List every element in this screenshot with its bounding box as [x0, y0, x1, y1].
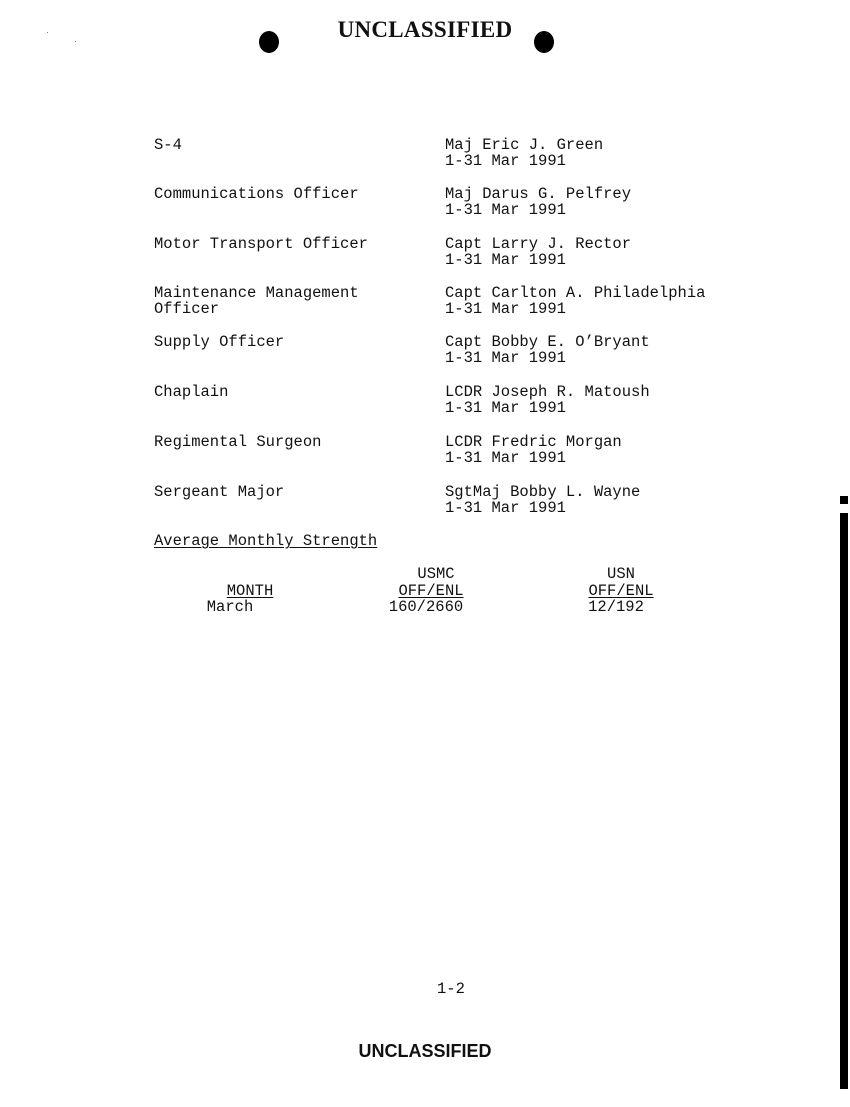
scan-edge-bar	[840, 513, 848, 1089]
scan-speck	[75, 41, 76, 42]
usmc-subheader: OFF/ENL	[398, 582, 464, 600]
classification-dot-right-icon	[534, 31, 554, 53]
position-title: Regimental Surgeon	[154, 433, 322, 451]
officer-name: Capt Carlton A. Philadelphia	[445, 284, 706, 302]
service-dates: 1-31 Mar 1991	[445, 300, 566, 318]
footer-classification: UNCLASSIFIED	[358, 1041, 492, 1061]
usmc-column-header: USMC	[417, 565, 455, 583]
service-dates: 1-31 Mar 1991	[445, 152, 566, 170]
officer-name: Capt Bobby E. O’Bryant	[445, 333, 650, 351]
officer-name: Maj Darus G. Pelfrey	[445, 185, 632, 203]
strength-heading: Average Monthly Strength	[154, 532, 378, 550]
usn-subheader: OFF/ENL	[588, 582, 654, 600]
officer-name: Capt Larry J. Rector	[445, 235, 632, 253]
header-classification-text: UNCLASSIFIED	[337, 17, 513, 42]
scan-edge-mark	[840, 496, 848, 504]
service-dates: 1-31 Mar 1991	[445, 349, 566, 367]
service-dates: 1-31 Mar 1991	[445, 399, 566, 417]
position-title-line2: Officer	[154, 300, 220, 318]
month-cell: March	[206, 598, 254, 616]
page-number: 1-2	[437, 980, 465, 998]
position-title: Motor Transport Officer	[154, 235, 368, 253]
service-dates: 1-31 Mar 1991	[445, 499, 566, 517]
service-dates: 1-31 Mar 1991	[445, 251, 566, 269]
officer-name: LCDR Fredric Morgan	[445, 433, 622, 451]
usn-cell: 12/192	[588, 598, 644, 616]
position-title: S-4	[154, 136, 182, 154]
header-classification	[0, 17, 850, 42]
position-title: Sergeant Major	[154, 483, 285, 501]
position-title: Communications Officer	[154, 185, 359, 203]
position-title: Supply Officer	[154, 333, 285, 351]
usmc-cell: 160/2660	[388, 598, 464, 616]
position-title: Chaplain	[154, 383, 229, 401]
officer-name: LCDR Joseph R. Matoush	[445, 383, 650, 401]
officer-name: SgtMaj Bobby L. Wayne	[445, 483, 641, 501]
officer-name: Maj Eric J. Green	[445, 136, 604, 154]
month-column-header: MONTH	[226, 582, 274, 600]
usn-column-header: USN	[607, 565, 635, 583]
service-dates: 1-31 Mar 1991	[445, 201, 566, 219]
position-title: Maintenance Management	[154, 284, 359, 302]
service-dates: 1-31 Mar 1991	[445, 449, 566, 467]
